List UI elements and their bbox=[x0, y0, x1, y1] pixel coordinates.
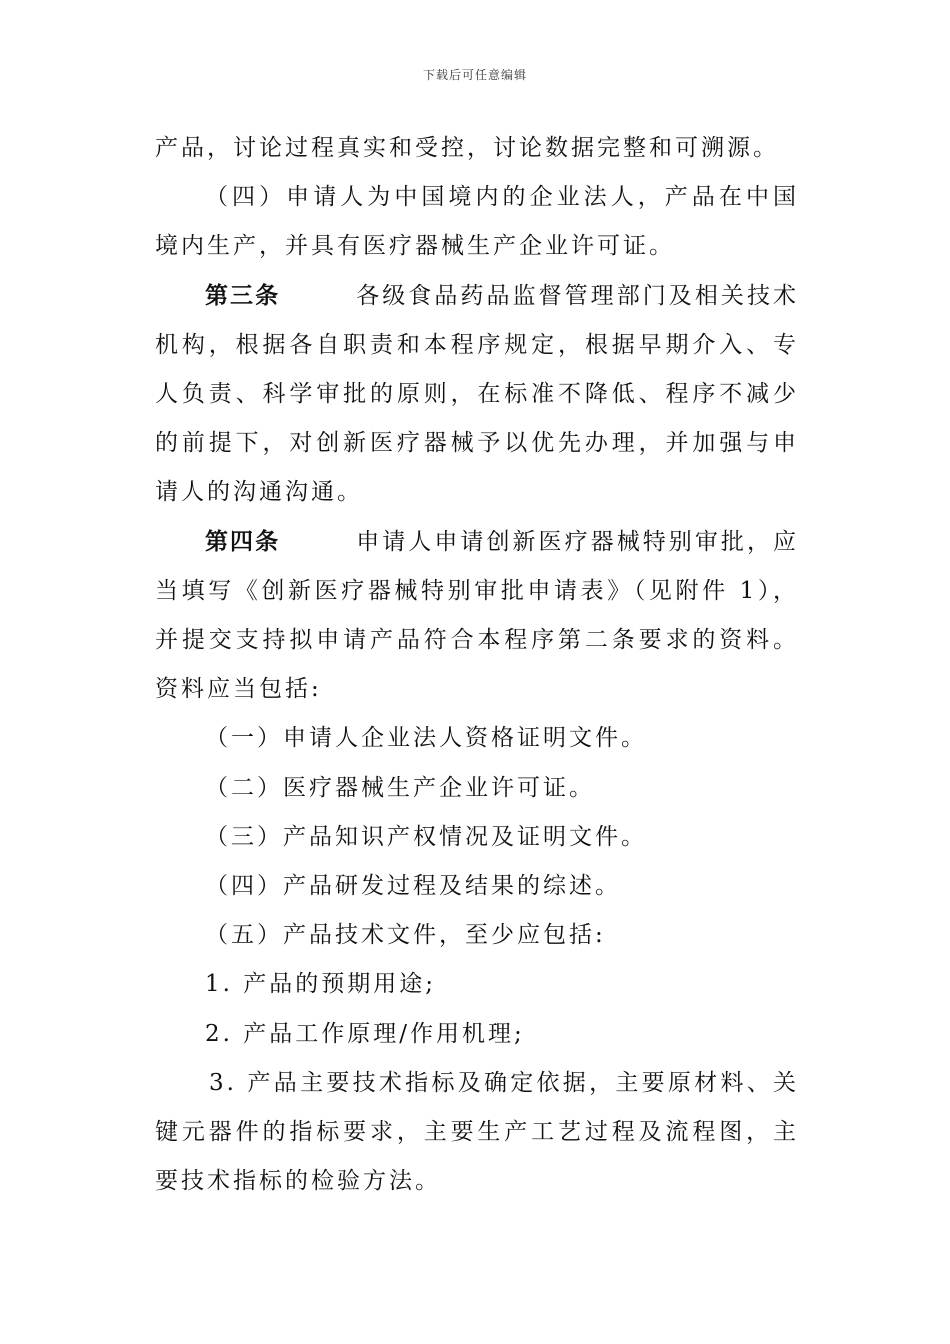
article-three bbox=[155, 272, 799, 518]
sub-item: 1. 产品的预期用途; bbox=[205, 971, 437, 998]
article-four-text: 申请人申请创新医疗器械特别审批，应当填写《创新医疗器械特别审批申请表》（见附件 1），并提交支持拟申请产品符合本程序第二条要求的资料。资料应当包括: bbox=[155, 528, 800, 703]
list-item: （三）产品知识产权情况及证明文件。 bbox=[205, 823, 647, 850]
article-four-title: 第四条 bbox=[205, 528, 281, 555]
paragraph-item-four: （四）申请人为中国境内的企业法人，产品在中国境内生产，并具有医疗器械生产企业许可证。 bbox=[155, 184, 799, 260]
list-item: （一）申请人企业法人资格证明文件。 bbox=[205, 725, 647, 752]
list-item: （五）产品技术文件，至少应包括: bbox=[205, 922, 606, 949]
sub-item: 2. 产品工作原理/作用机理; bbox=[205, 1020, 525, 1047]
document-body bbox=[155, 124, 799, 1206]
sub-item: 3. 产品主要技术指标及确定依据，主要原材料、关键元器件的指标要求，主要生产工艺过程及流程图，主要技术指标的检验方法。 bbox=[155, 1069, 799, 1195]
paragraph-continuation: 产品，讨论过程真实和受控，讨论数据完整和可溯源。 bbox=[155, 135, 779, 161]
article-three-title: 第三条 bbox=[205, 282, 281, 309]
list-item: （二）医疗器械生产企业许可证。 bbox=[205, 774, 595, 801]
page-header-note: 下载后可任意编辑 bbox=[422, 68, 527, 82]
article-four bbox=[155, 518, 799, 715]
article-three-text: 各级食品药品监督管理部门及相关技术机构，根据各自职责和本程序规定，根据早期介入、专人负责、科学审批的原则，在标准不降低、程序不减少的前提下，对创新医疗器械予以优先办理，并加强与申请人的沟通沟通。 bbox=[155, 282, 800, 506]
list-item: （四）产品研发过程及结果的综述。 bbox=[205, 873, 621, 900]
